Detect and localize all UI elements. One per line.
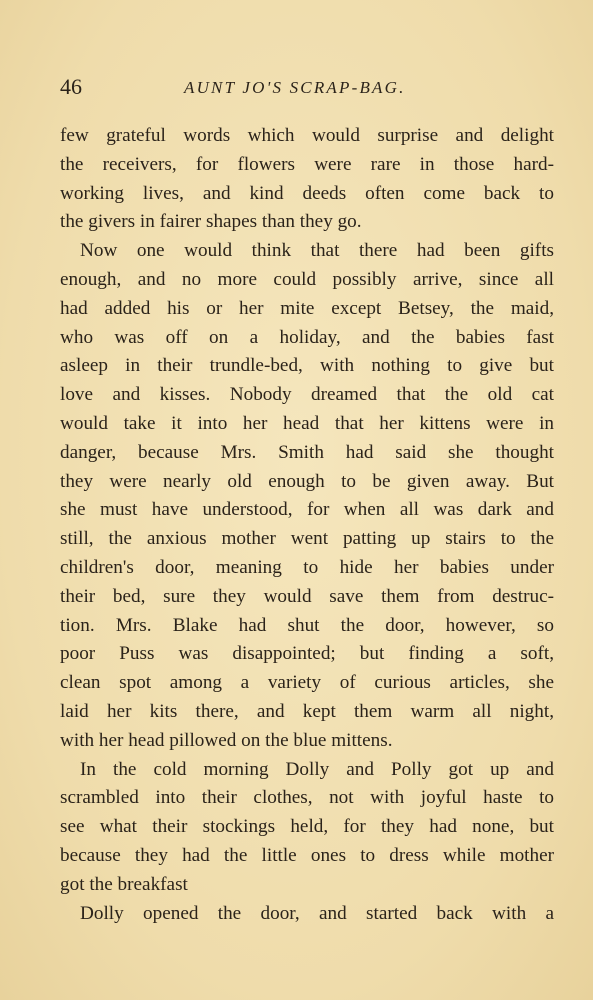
paragraph xyxy=(60,122,554,237)
running-title: AUNT JO'S SCRAP-BAG. xyxy=(184,78,406,97)
text-line: she must have understood, for when all was dark and xyxy=(60,499,554,521)
text-line: Now one would think that there had been gifts xyxy=(80,240,554,262)
text-line: working lives, and kind deeds often come back to xyxy=(60,182,554,204)
page-header xyxy=(60,74,555,104)
text-line: the receivers, for flowers were rare in those hard- xyxy=(60,153,554,175)
text-line: poor Puss was disappointed; but finding a soft, xyxy=(60,643,554,665)
text-line: they were nearly old enough to be given away. But xyxy=(60,470,554,492)
text-line: with her head pillowed on the blue mittens. xyxy=(60,729,393,751)
text-line: still, the anxious mother went patting up stairs to the xyxy=(60,528,554,550)
text-line: because they had the little ones to dress while mother xyxy=(60,844,554,866)
text-line: laid her kits there, and kept them warm all night, xyxy=(60,700,554,722)
text-line: see what their stockings held, for they had none, but xyxy=(60,816,554,838)
paragraph xyxy=(60,756,554,900)
text-line: tion. Mrs. Blake had shut the door, however, so xyxy=(60,614,554,636)
text-line: their bed, sure they would save them from destruc- xyxy=(60,585,554,607)
text-line: enough, and no more could possibly arrive, since all xyxy=(60,268,554,290)
text-line: would take it into her head that her kittens were in xyxy=(60,412,554,434)
body-text xyxy=(60,122,554,928)
text-line: In the cold morning Dolly and Polly got up and xyxy=(80,758,554,780)
text-line: children's door, meaning to hide her babies under xyxy=(60,556,554,578)
text-line: few grateful words which would surprise and delight xyxy=(60,125,554,146)
text-line: scrambled into their clothes, not with joyful haste to xyxy=(60,787,554,809)
text-line: who was off on a holiday, and the babies fast xyxy=(60,326,554,348)
paragraph xyxy=(60,237,554,755)
text-line: got the breakfast xyxy=(60,873,188,895)
text-line: the givers in fairer shapes than they go. xyxy=(60,211,362,233)
text-line: had added his or her mite except Betsey, the maid, xyxy=(60,297,554,319)
text-line: love and kisses. Nobody dreamed that the old cat xyxy=(60,384,554,406)
page-number: 46 xyxy=(60,74,82,99)
text-line: clean spot among a variety of curious articles, she xyxy=(60,672,554,694)
text-line: asleep in their trundle-bed, with nothing to give but xyxy=(60,355,554,377)
text-line: Dolly opened the door, and started back with a xyxy=(80,902,554,924)
text-line: danger, because Mrs. Smith had said she thought xyxy=(60,441,554,463)
paragraph xyxy=(60,900,554,929)
